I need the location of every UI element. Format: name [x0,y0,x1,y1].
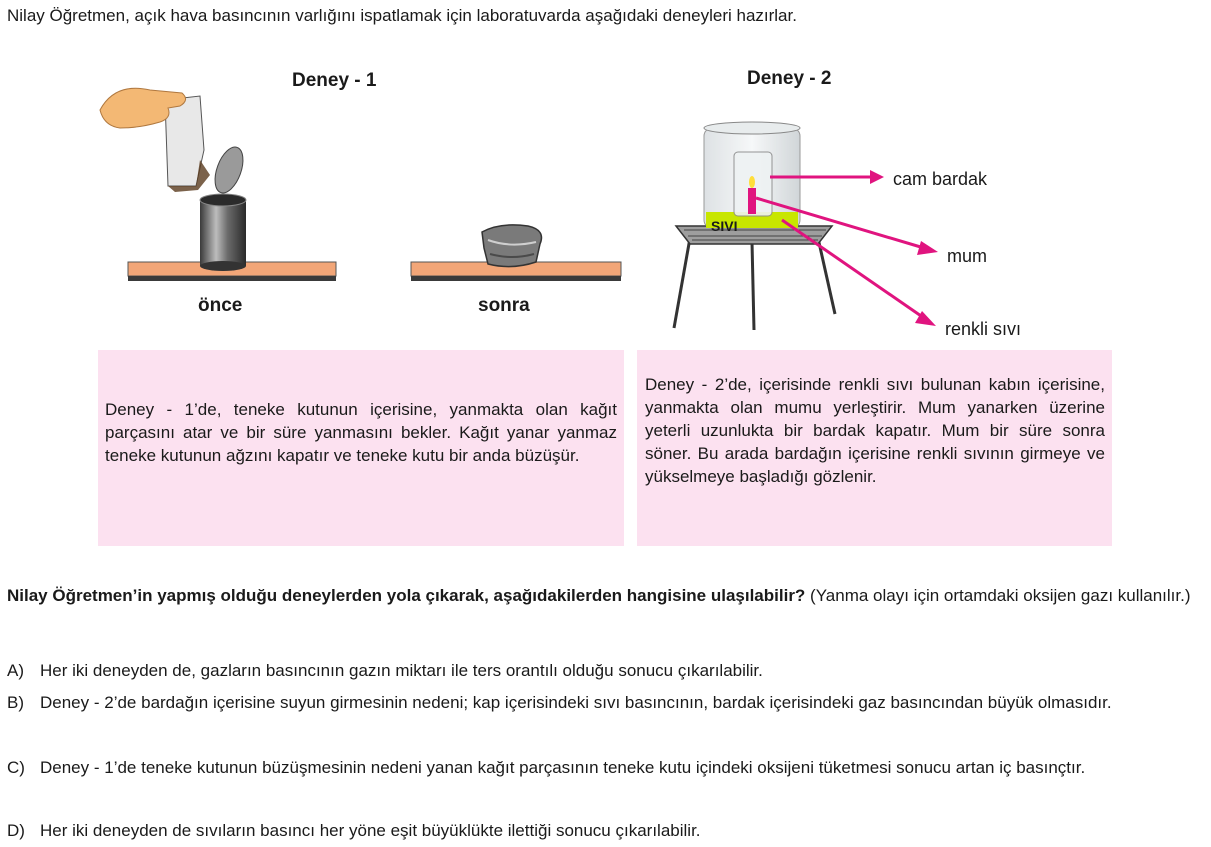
question-note: (Yanma olayı için ortamdaki oksijen gazı kullanılır.) [805,586,1191,605]
option-letter: B) [7,693,24,712]
option-letter: A) [7,661,24,680]
label-after: sonra [478,295,530,316]
callout-candle: mum [947,246,987,266]
callout-glass: cam bardak [893,169,988,189]
option-text: Her iki deneyden de, gazların basıncının gazın miktarı ile ters orantılı olduğu sonucu çıkarılabilir. [40,661,763,680]
experiment1-after-illustration [411,225,621,281]
option-letter: C) [7,758,25,777]
experiment1-title: Deney - 1 [292,70,377,91]
question-stem [7,582,1203,609]
experiment-illustrations [0,0,1211,350]
option-c[interactable] [7,754,1203,781]
option-text: Deney - 1’de teneke kutunun büzüşmesinin nedeni yanan kağıt parçasının teneke kutu içindeki oksijeni tüketmesi sonucu artan iç basınçtır. [40,758,1086,777]
intro-text: Nilay Öğretmen, açık hava basıncının varlığını ispatlamak için laboratuvarda aşağıdaki deneyleri hazırlar. [7,6,797,25]
option-text: Deney - 2’de bardağın içerisine suyun girmesinin nedeni; kap içerisindeki sıvı basıncının, bardak içerisindeki gaz basıncından büyük olmasıdır. [40,693,1112,712]
experiment2-title: Deney - 2 [747,68,832,89]
experiment2-description: Deney - 2’de, içerisinde renkli sıvı bulunan kabın içerisine, yanmakta olan mumu yerleştirir. Mum yanarken üzerine yeterli uzunlukta bir bardak kapatır. Mum bir süre sonra söner. Bu arada bardağın içerisine renkli sıvının girmeye ve yükselmeye başladığı gözlenir. [645,375,1105,486]
experiment1-before-illustration [100,88,336,281]
option-letter: D) [7,821,25,840]
option-b[interactable] [7,689,1203,716]
callout-liquid: renkli sıvı [945,319,1022,339]
experiment1-description-box [98,350,624,546]
label-before: önce [198,295,243,316]
question-bold: Nilay Öğretmen’in yapmış olduğu deneylerden yola çıkarak, aşağıdakilerden hangisine ulaşılabilir? [7,586,806,605]
option-d[interactable] [7,817,1203,844]
option-a[interactable] [7,657,1203,684]
experiment2-description-box [637,350,1112,546]
option-text: Her iki deneyden de sıvıların basıncı her yöne eşit büyüklükte ilettiği sonucu çıkarılabilir. [40,821,701,840]
liquid-label: SIVI [711,218,738,234]
experiment1-description: Deney - 1’de, teneke kutunun içerisine, yanmakta olan kağıt parçasını atar ve bir süre yanmasını bekler. Kağıt yanar yanmaz teneke kutunun ağzını kapatır ve teneke kutu bir anda büzüşür. [105,400,617,465]
